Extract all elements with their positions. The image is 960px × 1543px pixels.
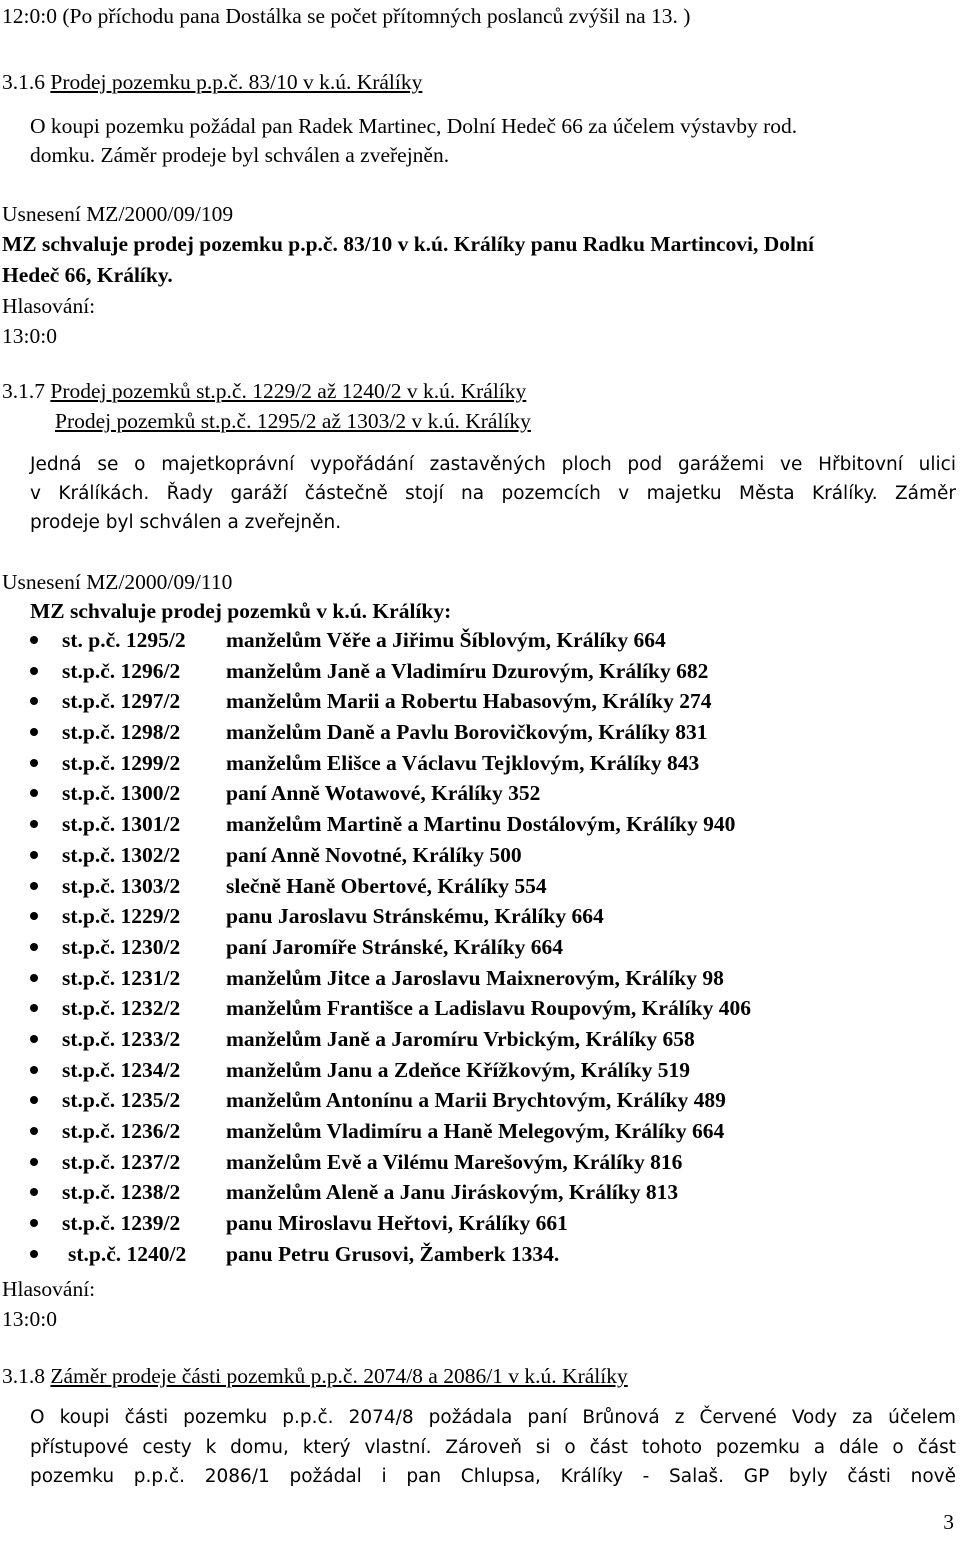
- vote-result: 13:0:0: [2, 1307, 57, 1331]
- vote-result: 13:0:0: [2, 324, 57, 348]
- paragraph-line: O koupi části pozemku p.p.č. 2074/8 požádala paní Brůnová z Červené Vody za účelem: [30, 1407, 956, 1428]
- bullet-icon: [30, 1250, 38, 1258]
- parcel-number: st.p.č. 1231/2: [62, 965, 181, 990]
- resolution-text: Hedeč 66, Králíky.: [2, 263, 173, 287]
- parcel-number: st.p.č. 1238/2: [62, 1180, 181, 1205]
- paragraph-line: domku. Záměr prodeje byl schválen a zveřejněn.: [30, 143, 450, 167]
- resolution-id: Usnesení MZ/2000/09/109: [2, 202, 234, 226]
- bullet-icon: [30, 943, 38, 951]
- bullet-icon: [30, 1004, 38, 1012]
- parcel-owner: manželům Věře a Jiřimu Šíblovým, Králíky 664: [226, 628, 666, 652]
- parcel-owner: panu Jaroslavu Stránskému, Králíky 664: [226, 904, 604, 929]
- parcel-owner: manželům Jitce a Jaroslavu Maixnerovým, Králíky 98: [226, 965, 724, 990]
- paragraph-line: pozemku p.p.č. 2086/1 požádal i pan Chlupsa, Králíky - Salaš. GP byly části nově: [30, 1466, 956, 1487]
- parcel-number: st.p.č. 1234/2: [62, 1057, 181, 1082]
- section-title-line2: Prodej pozemků st.p.č. 1295/2 až 1303/2 v k.ú. Králíky: [55, 409, 531, 433]
- parcel-owner: manželům Janu a Zdeňce Křížkovým, Králíky 519: [226, 1057, 691, 1082]
- parcel-owner: slečně Haně Obertové, Králíky 554: [226, 873, 547, 898]
- section-number: 3.1.7: [2, 379, 45, 403]
- parcel-number: st.p.č. 1236/2: [62, 1119, 181, 1143]
- resolution-text: MZ schvaluje prodej pozemků v k.ú. Králíky:: [30, 599, 452, 623]
- parcel-number: st.p.č. 1240/2: [68, 1241, 187, 1266]
- section-title: Prodej pozemků st.p.č. 1229/2 až 1240/2 v k.ú. Králíky: [50, 379, 527, 403]
- parcel-owner: manželům Antonínu a Marii Brychtovým, Králíky 489: [226, 1088, 726, 1113]
- paragraph-line: v Králíkách. Řady garáží částečně stojí na pozemcích v majetku Města Králíky. Záměr: [30, 483, 956, 504]
- paragraph-line: prodeje byl schválen a zveřejněn.: [30, 512, 342, 533]
- parcel-number: st.p.č. 1230/2: [62, 934, 181, 959]
- parcel-owner: manželům Aleně a Janu Jiráskovým, Králíky 813: [226, 1180, 679, 1205]
- parcel-owner: manželům Evě a Vilému Marešovým, Králíky 816: [226, 1149, 683, 1174]
- resolution-id: Usnesení MZ/2000/09/110: [2, 570, 233, 594]
- vote-label: Hlasování:: [2, 294, 96, 318]
- bullet-icon: [30, 636, 38, 644]
- bullet-icon: [30, 912, 38, 920]
- bullet-icon: [30, 759, 38, 767]
- parcel-owner: manželům Janě a Vladimíru Dzurovým, Králíky 682: [226, 658, 709, 683]
- parcel-number: st.p.č. 1239/2: [62, 1211, 181, 1236]
- paragraph-line: přístupové cesty k domu, který vlastní. Zároveň si o část tohoto pozemku a dále o část: [30, 1437, 956, 1458]
- bullet-icon: [30, 882, 38, 890]
- section-title: Záměr prodeje části pozemků p.p.č. 2074/8 a 2086/1 v k.ú. Králíky: [50, 1364, 628, 1388]
- parcel-owner: paní Anně Wotawové, Králíky 352: [226, 781, 541, 806]
- parcel-number: st. p.č. 1295/2: [62, 628, 186, 652]
- parcel-owner: manželům Marii a Robertu Habasovým, Králíky 274: [226, 689, 712, 714]
- parcel-number: st.p.č. 1298/2: [62, 720, 181, 745]
- bullet-icon: [30, 1035, 38, 1043]
- parcel-number: st.p.č. 1300/2: [62, 781, 181, 806]
- parcel-number: st.p.č. 1303/2: [62, 873, 181, 898]
- parcel-number: st.p.č. 1301/2: [62, 812, 181, 837]
- parcel-number: st.p.č. 1235/2: [62, 1088, 181, 1113]
- parcel-owner: manželům Daně a Pavlu Borovičkovým, Králíky 831: [226, 720, 708, 745]
- parcel-number: st.p.č. 1297/2: [62, 689, 181, 714]
- paragraph-line: O koupi pozemku požádal pan Radek Martinec, Dolní Hedeč 66 za účelem výstavby rod.: [30, 114, 798, 138]
- vote-label: Hlasování:: [2, 1277, 96, 1301]
- section-number: 3.1.6: [2, 70, 45, 94]
- bullet-icon: [30, 667, 38, 675]
- bullet-icon: [30, 1158, 38, 1166]
- parcel-number: st.p.č. 1229/2: [62, 904, 181, 929]
- section-number: 3.1.8: [2, 1364, 45, 1388]
- parcel-number: st.p.č. 1233/2: [62, 1026, 181, 1051]
- parcel-number: st.p.č. 1237/2: [62, 1149, 181, 1174]
- parcel-owner: manželům Elišce a Václavu Tejklovým, Králíky 843: [226, 750, 700, 775]
- bullet-icon: [30, 697, 38, 705]
- parcel-owner: panu Miroslavu Heřtovi, Králíky 661: [226, 1211, 568, 1236]
- parcel-owner: manželům Františce a Ladislavu Roupovým, Králíky 406: [226, 996, 751, 1021]
- parcel-owner: manželům Martině a Martinu Dostálovým, Králíky 940: [226, 812, 736, 837]
- paragraph-line: Jedná se o majetkoprávní vypořádání zastavěných ploch pod garážemi ve Hřbitovní ulici: [30, 454, 956, 475]
- bullet-icon: [30, 1188, 38, 1196]
- parcel-number: st.p.č. 1302/2: [62, 842, 181, 867]
- parcel-number: st.p.č. 1296/2: [62, 658, 181, 683]
- bullet-icon: [30, 1096, 38, 1104]
- parcel-owner: manželům Janě a Jaromíru Vrbickým, Králíky 658: [226, 1026, 695, 1051]
- parcel-owner: paní Jaromíře Stránské, Králíky 664: [226, 934, 564, 959]
- bullet-icon: [30, 1066, 38, 1074]
- bullet-icon: [30, 974, 38, 982]
- parcel-owner: panu Petru Grusovi, Žamberk 1334.: [226, 1241, 560, 1266]
- parcel-owner: paní Anně Novotné, Králíky 500: [226, 842, 522, 867]
- bullet-icon: [30, 789, 38, 797]
- bullet-icon: [30, 1127, 38, 1135]
- page-number: 3: [943, 1510, 954, 1534]
- section-title: Prodej pozemku p.p.č. 83/10 v k.ú. Králíky: [50, 70, 423, 94]
- resolution-text: MZ schvaluje prodej pozemku p.p.č. 83/10 v k.ú. Králíky panu Radku Martincovi, Dolní: [2, 232, 814, 256]
- parcel-number: st.p.č. 1299/2: [62, 750, 181, 775]
- bullet-icon: [30, 1219, 38, 1227]
- section-heading-317: [2, 377, 526, 405]
- bullet-icon: [30, 851, 38, 859]
- bullet-icon: [30, 820, 38, 828]
- section-heading-318: [2, 1362, 628, 1390]
- section-heading-316: [2, 68, 422, 96]
- bullet-icon: [30, 728, 38, 736]
- parcel-number: st.p.č. 1232/2: [62, 996, 181, 1021]
- meeting-note: 12:0:0 (Po příchodu pana Dostálka se počet přítomných poslanců zvýšil na 13. ): [2, 4, 691, 28]
- parcel-owner: manželům Vladimíru a Haně Melegovým, Králíky 664: [226, 1119, 725, 1143]
